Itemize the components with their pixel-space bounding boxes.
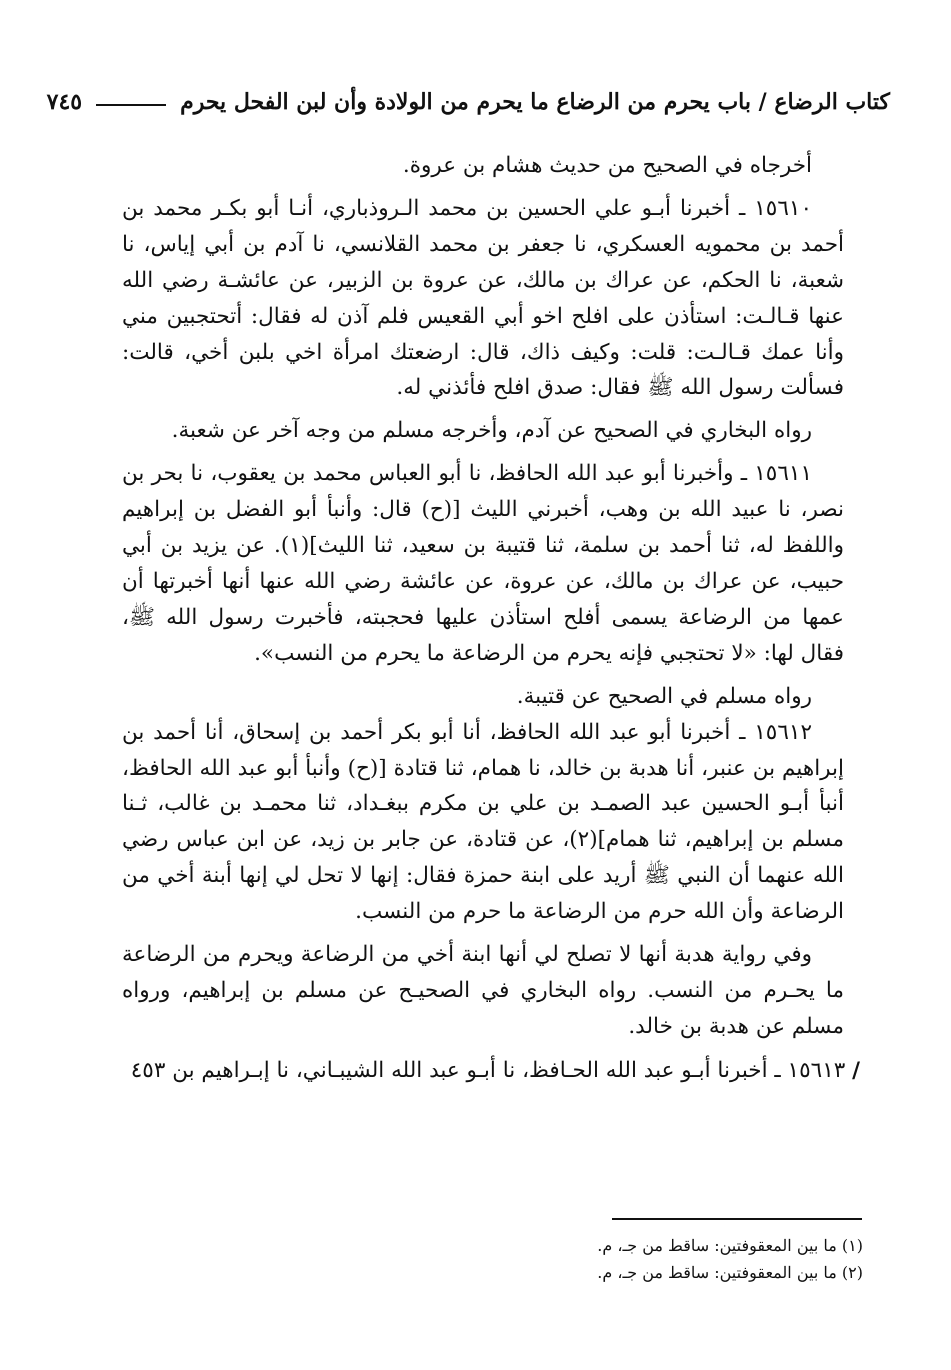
- running-header: [46, 82, 890, 122]
- hadith-15610: ١٥٦١٠ ـ أخبرنا أبـو علي الحسين بن محمد الـروذباري، أنـا أبو بكـر محمد بن أحمد بن محمويه العسكري، نا جعفر بن محمد القلانسي، نا آدم بن أبي إياس، نا شعبة، نا الحكم، عن عراك بن مالك، عن عروة بن الزبير، عن عائشـة رضي الله عنها قـالـت: استأذن على افلح اخو أبي القعيس فلم آذن له فقال: أتحتجبين مني وأنا عمك قـالـت: قلت: وكيف ذاك، قال: ارضعتك امرأة اخي بلبن أخي، قالت: فسألت رسول الله ﷺ فقال: صدق افلح فأئذني له.: [122, 195, 844, 401]
- hadith-15611: ١٥٦١١ ـ وأخبرنا أبو عبد الله الحافظ، نا أبو العباس محمد بن يعقوب، نا بحر بن نصر، نا عبيد الله بن وهب، أخبرني الليث [(ح) قال: وأنبأ أبو الفضل بن إبراهيم واللفظ له، ثنا أحمد بن سلمة، ثنا قتيبة بن سعيد، ثنا الليث](١). عن يزيد بن أبي حبيب، عن عراك بن مالك، عن عروة، عن عائشة رضي الله عنها أنها أخبرتها أن عمها من الرضاعة يسمى أفلح استأذن عليها فحجبته، فأخبرت رسول الله ﷺ، فقال لها: «لا تحتجبي فإنه يحرم من الرضاعة ما يحرم من النسب».: [122, 461, 844, 666]
- footnote-rule: [612, 1218, 862, 1220]
- footnotes: [463, 1232, 863, 1286]
- page-number: ٧٤٥: [46, 89, 83, 115]
- hadith-15612: ١٥٦١٢ ـ أخبرنا أبو عبد الله الحافظ، أنا أبو بكر أحمد بن إسحاق، أنا أحمد بن إبراهيم بن عنبر، أنا هدبة بن خالد، نا همام، ثنا قتادة [(ح) وأنبأ أبو عبد الله الحافظ، أنبأ أبـو الحسين عبد الصمـد بن علي بن مكرم ببغـداد، ثنا محمـد بن غالب، ثـنا مسلم بن إبراهيم، ثنا همام](٢)، عن قتادة، عن جابر بن زيد، عن ابن عباس رضي الله عنهما أن النبي ﷺ أريد على ابنة حمزة فقال: إنها لا تحل لي إنها أبنة أخي من الرضاعة وأن الله حرم من الرضاعة ما حرم من النسب.: [122, 719, 844, 925]
- paragraph: وفي رواية هدبة أنها لا تصلح لي أنها ابنة أخي من الرضاعة ويحرم من الرضاعة ما يحـرم من النسب. رواه البخاري في الصحيـح عن مسلم بن إبراهيم، ورواه مسلم عن هدبة بن خالد.: [122, 942, 844, 1039]
- footnote-2: (٢) ما بين المعقوفتين: ساقط من جـ، م.: [597, 1263, 863, 1282]
- chapter-title: كتاب الرضاع / باب يحرم من الرضاع ما يحرم من الولادة وأن لبن الفحل يحرم: [180, 89, 890, 115]
- header-rule: [96, 104, 166, 106]
- footnote-1: (١) ما بين المعقوفتين: ساقط من جـ، م.: [597, 1236, 863, 1255]
- margin-page-number: ٤٥٣: [130, 1057, 166, 1083]
- hadith-15613-text: ١٥٦١٣ ـ أخبرنا أبـو عبد الله الحـافظ، نا أبـو عبد الله الشيبـاني، نا إبـراهيم بن: [172, 1057, 846, 1083]
- main-text: [122, 148, 860, 1089]
- paragraph: أخرجاه في الصحيح من حديث هشام بن عروة.: [402, 153, 812, 178]
- paragraph: رواه البخاري في الصحيح عن آدم، وأخرجه مسلم من وجه آخر عن شعبة.: [171, 418, 812, 444]
- page-break-mark: /: [852, 1057, 860, 1083]
- hadith-15613-line: [122, 1053, 860, 1089]
- paragraph: رواه مسلم في الصحيح عن قتيبة.: [516, 683, 812, 709]
